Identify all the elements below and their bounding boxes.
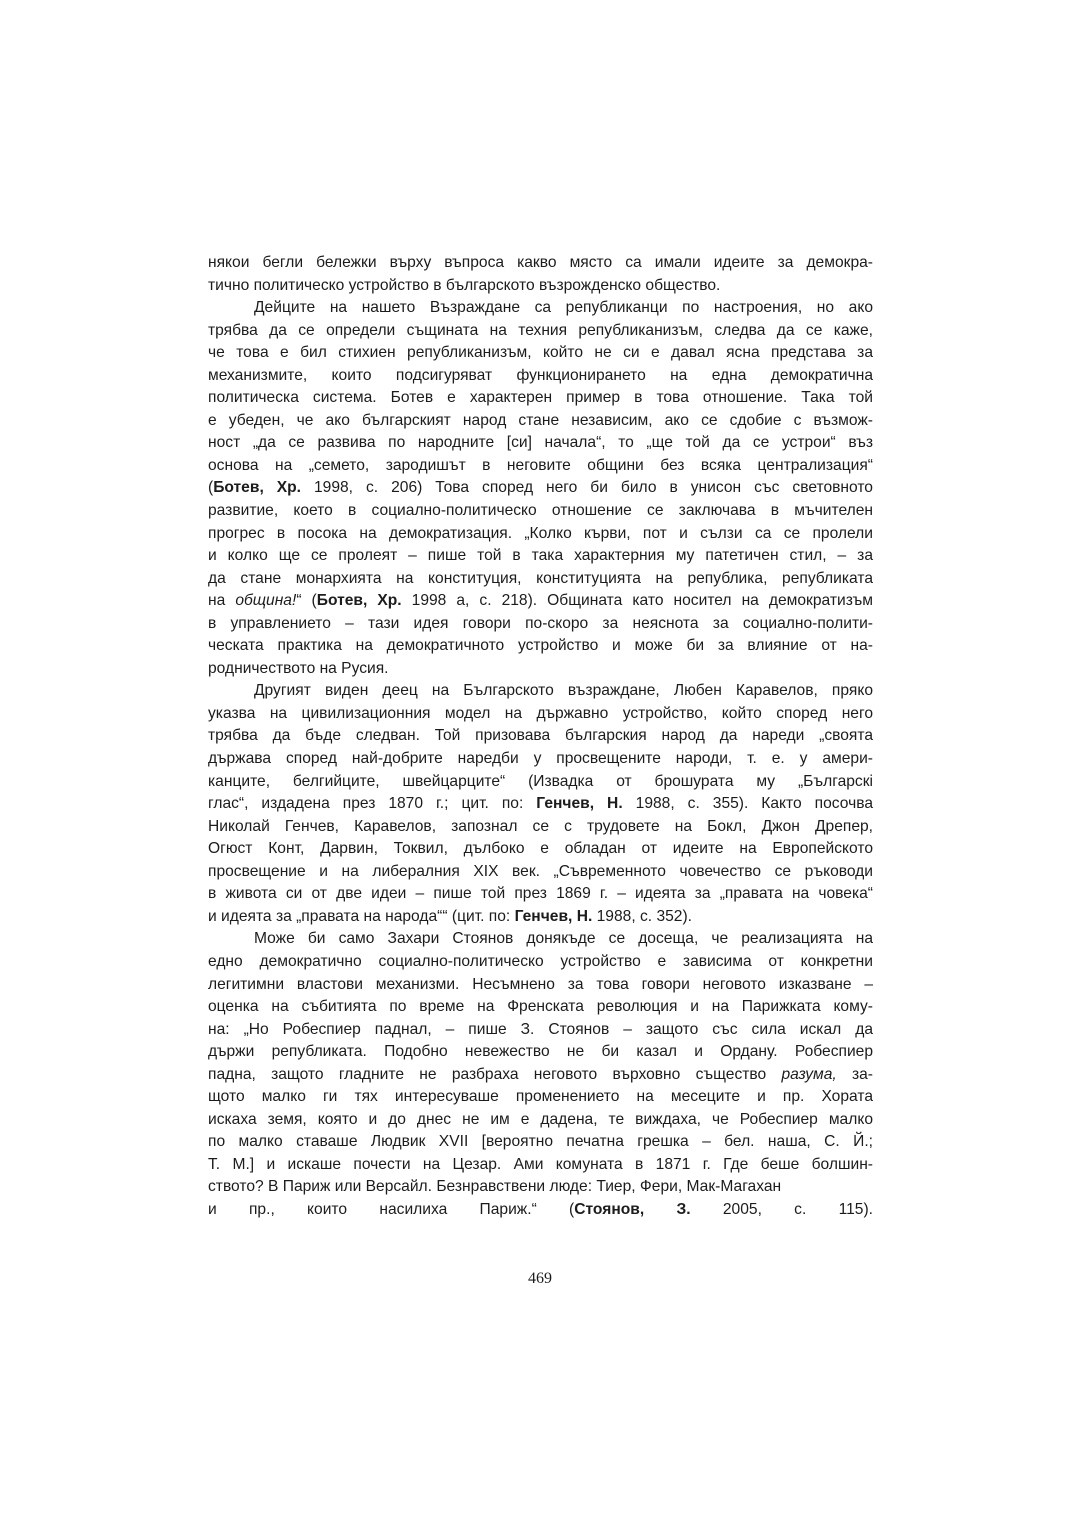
text-run: механизмите, които подсигуряват функционирането на една демократична bbox=[208, 366, 873, 384]
text-run: Т. М.] и искаше почести на Цезар. Ами комуната в 1871 г. Где беше болшин- bbox=[208, 1155, 873, 1173]
text-line bbox=[208, 568, 873, 591]
text-run: 1988, с. 352). bbox=[592, 907, 692, 925]
text-run: Другият виден деец на Българското възраждане, Любен Каравелов, пряко bbox=[254, 682, 873, 700]
text-run: някои бегли бележки върху въпроса какво място са имали идеите за демокра- bbox=[208, 254, 873, 271]
text-run: на bbox=[208, 592, 236, 610]
text-run: на: „Но Робеспиер паднал, – пише З. Стоянов – защото със сила искал да bbox=[208, 1020, 873, 1038]
text-run: политическа система. Ботев е характерен пример в това отношение. Така той bbox=[208, 389, 873, 407]
text-run: 1998 а, с. 218). Общината като носител на демократизъм bbox=[401, 592, 874, 610]
text-line bbox=[208, 500, 873, 523]
text-line bbox=[208, 906, 873, 929]
text-run: 1988, с. 355). Както посочва bbox=[622, 795, 874, 813]
text-run: развитие, което в социално-политическо отношение се заключава в мъчителен bbox=[208, 502, 873, 520]
text-line bbox=[208, 793, 873, 816]
text-line bbox=[208, 1086, 873, 1109]
text-line bbox=[208, 613, 873, 636]
text-line bbox=[208, 342, 873, 365]
text-run: прогрес в посока на демократизация. „Колко кърви, пот и сълзи са се пролели bbox=[208, 524, 873, 542]
text-run: 1998, с. 206) Това според него би било в унисон със световното bbox=[301, 479, 873, 497]
text-line bbox=[208, 658, 873, 681]
text-line bbox=[208, 477, 873, 500]
text-line bbox=[208, 252, 873, 275]
text-line bbox=[208, 545, 873, 568]
text-run: ност „да се развива по народните [си] начала“, то „ще той да се устрои“ въз bbox=[208, 434, 873, 452]
bold-citation: Стоянов, З. bbox=[574, 1200, 691, 1218]
text-run: канците, белгийците, швейцарците“ (Извадка от брошурата му „Българскi bbox=[208, 772, 873, 790]
text-line bbox=[208, 861, 873, 884]
text-line bbox=[208, 883, 873, 906]
text-line bbox=[208, 432, 873, 455]
text-run: Може би само Захари Стоянов донякъде се досеща, че реализацията на bbox=[254, 930, 873, 948]
text-run: в живота си от две идеи – пише той през 1869 г. – идеята за „правата на човека“ bbox=[208, 885, 873, 903]
text-line bbox=[208, 275, 873, 298]
text-line bbox=[208, 1064, 873, 1087]
bold-citation: Генчев, Н. bbox=[536, 795, 623, 813]
text-line bbox=[208, 951, 873, 974]
text-run: искаха земя, която и до днес не им е дадена, те виждаха, че Робеспиер малко bbox=[208, 1110, 873, 1128]
text-run: че това е бил стихиен републиканизъм, който не си е давал ясна представа за bbox=[208, 344, 873, 362]
text-run: в управлението – тази идея говори по-скоро за неяснота за социално-полити- bbox=[208, 614, 873, 632]
text-run: легитимни властови механизми. Несъмнено за това говори неговото изказване – bbox=[208, 975, 873, 993]
body-text bbox=[208, 252, 873, 1222]
text-line bbox=[208, 1041, 873, 1064]
text-line bbox=[208, 725, 873, 748]
text-run: родничеството на Русия. bbox=[208, 659, 389, 677]
text-line bbox=[208, 1019, 873, 1042]
text-line bbox=[208, 455, 873, 478]
text-line bbox=[208, 523, 873, 546]
text-line bbox=[208, 410, 873, 433]
italic-text: разума, bbox=[781, 1065, 837, 1083]
text-line bbox=[208, 635, 873, 658]
text-run: просвещение и на либералния XIX век. „Съвременното човечество се ръководи bbox=[208, 862, 873, 880]
text-run: за- bbox=[836, 1065, 873, 1083]
text-run: “ ( bbox=[296, 592, 317, 610]
text-run: държи републиката. Подобно невежество не би казал и Ордану. Робеспиер bbox=[208, 1043, 873, 1061]
text-line bbox=[208, 1131, 873, 1154]
text-line bbox=[208, 1109, 873, 1132]
text-line bbox=[208, 771, 873, 794]
text-line bbox=[208, 387, 873, 410]
text-run: и пр., които насилиха Париж.“ ( bbox=[208, 1200, 575, 1218]
text-run: основа на „семето, зародишът в неговите общини без всяка централизация“ bbox=[208, 456, 873, 474]
bold-citation: Ботев, Хр. bbox=[316, 592, 402, 610]
bold-citation: Генчев, Н. bbox=[514, 907, 593, 925]
text-line bbox=[208, 590, 873, 613]
text-line bbox=[208, 703, 873, 726]
text-run: едно демократично социално-политическо устройство е зависима от конкретни bbox=[208, 952, 873, 970]
text-line bbox=[208, 320, 873, 343]
text-line bbox=[208, 365, 873, 388]
text-line bbox=[208, 838, 873, 861]
text-line bbox=[208, 996, 873, 1019]
text-line bbox=[208, 928, 873, 951]
text-run: щото малко ги тях интересуваше променението на месеците и пр. Хората bbox=[208, 1088, 873, 1106]
page-number: 469 bbox=[528, 1270, 552, 1287]
text-run: указва на цивилизационния модел на държавно устройство, който според него bbox=[208, 704, 873, 722]
text-run: оценка на събитията по време на Френската революция и на Парижката кому- bbox=[208, 998, 873, 1016]
text-run: и идеята за „правата на народа““ (цит. по: bbox=[208, 907, 515, 925]
text-run: тично политическо устройство в българското възрожденско общество. bbox=[208, 276, 721, 294]
italic-text: община! bbox=[235, 592, 297, 610]
text-run: Дейците на нашето Възраждане са републиканци по настроения, но ако bbox=[254, 299, 873, 317]
text-line bbox=[208, 297, 873, 320]
text-run: Огюст Конт, Дарвин, Токвил, дълбоко е обладан от идеите на Европейското bbox=[208, 840, 873, 858]
text-line bbox=[208, 1176, 873, 1199]
text-run: и колко ще се пролеят – пише той в така характерния му патетичен стил, – за bbox=[208, 547, 873, 565]
text-run: е убеден, че ако българският народ стане независим, ако се сдобие с възмож- bbox=[208, 411, 873, 429]
text-run: трябва да се определи същината на техния републиканизъм, следва да се каже, bbox=[208, 321, 873, 339]
text-line bbox=[208, 1199, 873, 1222]
text-line bbox=[208, 974, 873, 997]
text-run: да стане монархията на конституция, конституцията на република, републиката bbox=[208, 569, 873, 587]
text-run: държава според най-добрите наредби у просвещените народи, т. е. у амери- bbox=[208, 750, 873, 768]
bold-citation: Ботев, Хр. bbox=[213, 479, 302, 497]
text-run: глас“, издадена през 1870 г.; цит. по: bbox=[208, 795, 537, 813]
text-line bbox=[208, 680, 873, 703]
text-run: ( bbox=[208, 479, 214, 497]
text-line bbox=[208, 748, 873, 771]
text-run: ството? В Париж или Версайл. Безнравствени люде: Тиер, Фери, Мак-Магахан bbox=[208, 1178, 782, 1196]
text-run: по малко ставаше Людвик XVII [вероятно печатна грешка – бел. наша, С. Й.; bbox=[208, 1133, 873, 1151]
text-run: ческата практика на демократичното устройство и може би за влияние от на- bbox=[208, 637, 873, 655]
text-run: 2005, с. 115). bbox=[690, 1200, 873, 1218]
text-run: трябва да бъде следван. Той призовава българския народ да нареди „своята bbox=[208, 727, 873, 745]
text-run: Николай Генчев, Каравелов, запознал се с трудовете на Бокл, Джон Дрепер, bbox=[208, 817, 873, 835]
text-run: падна, защото гладните не разбраха неговото върховно същество bbox=[208, 1065, 782, 1083]
text-line bbox=[208, 1154, 873, 1177]
text-line bbox=[208, 816, 873, 839]
